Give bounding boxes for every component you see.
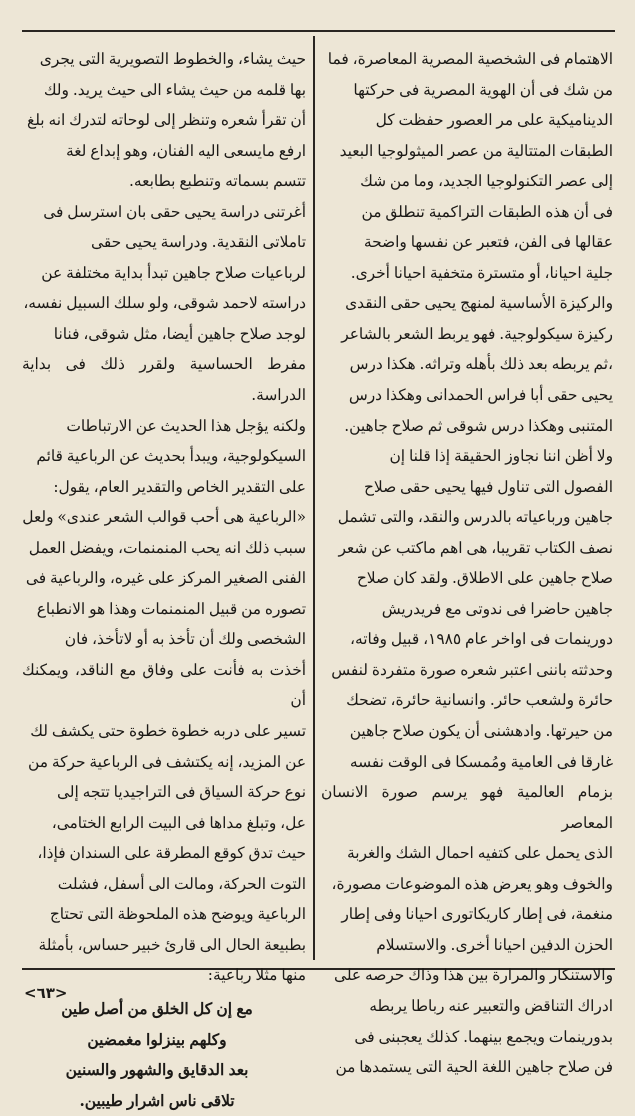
text-line: الرباعية ويوضح هذه الملحوظة التى تحتاج (49, 905, 306, 924)
text-line: منها مثلا رباعية: (207, 966, 306, 985)
text-line: فن صلاح جاهين اللغة الحية التى يستمدها من (335, 1058, 613, 1077)
text-line: ،ثم يربطه بعد ذلك بأهله وتراثه. هكذا درس (349, 355, 613, 374)
text-line: والاستنكار والمرارة بين هذا وذاك حرصه على (334, 966, 613, 985)
top-rule (22, 30, 615, 32)
text-line: ولكنه يؤجل هذا الحديث عن الارتباطات (66, 416, 306, 435)
text-line: غارقا فى العامية ومُمسكا فى الوقت نفسه (349, 752, 613, 771)
text-line: تصوره من قبيل المنمنمات وهذا هو الانطباع (36, 599, 306, 618)
text-line: أغرتنى دراسة يحيى حقى بان استرسل فى (43, 202, 306, 221)
text-line: حيث تدق كوقع المطرقة على السندان فإذا، (37, 844, 306, 863)
text-line: دراسته لاحمد شوقى، ولو سلك السبيل نفسه، (23, 294, 306, 313)
text-line: جاهين حاضرا فى ندوتى مع فريدريش (381, 599, 613, 618)
text-line: سبب ذلك انه يحب المنمنمات، ويفضل العمل (28, 538, 306, 557)
text-line: بها قلمه من حيث يشاء الى حيث يريد. ولك (43, 80, 306, 99)
text-line: أخذت به فأنت على وفاق مع الناقد، ويمكنك أن (22, 660, 306, 710)
column-divider (313, 36, 315, 960)
text-line: التوت الحركة، ومالت الى أسفل، فشلت (57, 874, 306, 893)
text-line: عل، وتبلغ مداها فى البيت الرابع الختامى، (51, 813, 306, 832)
text-line: حيث يشاء، والخطوط التصويرية التى يجرى (39, 50, 306, 68)
text-line: عن المزيد، إنه يكتشف فى الرباعية حركة من (28, 752, 306, 771)
text-line: جاهين ورباعياته بالدرس والنقد، والتى تشمل (337, 508, 613, 527)
right-column (321, 44, 613, 1083)
text-line: منغمة، فى إطار كاريكاتورى احيانا وفى إطار (341, 905, 613, 924)
text-line: جلية احيانا، أو متسترة متخفية احيانا أخرى. (350, 263, 613, 282)
text-line: ولا أظن اننا نجاوز الحقيقة إذا قلنا إن (389, 447, 613, 466)
text-line: أن تقرأ شعره وتنظر إلى لوحاته لتدرك انه بلغ (27, 111, 306, 130)
text-line: من حيرتها. وادهشنى أن يكون صلاح جاهين (349, 722, 613, 741)
text-line: لرباعيات صلاح جاهين تبدأ بداية مختلفة عن (41, 263, 306, 282)
left-column (22, 44, 306, 1116)
text-line: نوع حركة السياق فى التراجيديا تتجه إلى (56, 783, 306, 802)
text-line: السيكولوجية، ويبدأ بحديث عن الرباعية قائم (36, 447, 306, 466)
text-line: تاملاتى النقدية. ودراسة يحيى حقى (91, 233, 306, 252)
text-line: ارفع مايسعى اليه الفنان، وهو إبداع لغة (66, 141, 306, 160)
text-line: فى أن هذه الطبقات التراكمية تنطلق من (361, 202, 613, 221)
verse-line: مع إن كل الخلق من أصل طين (61, 999, 253, 1018)
text-line: الشخصى ولك أن تأخذ به أو لاتأخذ، فان (64, 630, 306, 649)
text-line: عقالها فى الفن، فتعبر عن نفسها واضحة (363, 233, 613, 252)
text-line: والركيزة الأساسية لمنهج يحيى حقى النقدى (345, 294, 613, 313)
text-line: الحزن الدفين احيانا أخرى. والاستسلام (376, 935, 613, 954)
text-line: بدورينمات ويجمع بينهما. كذلك يعجبنى فى (354, 1027, 613, 1046)
text-line: صلاح جاهين على الاطلاق. ولقد كان صلاح (356, 569, 613, 588)
text-line: «الرباعية هى أحب قوالب الشعر عندى» ولعل (22, 508, 306, 527)
text-line: على التقدير الخاص والتقدير العام، يقول: (53, 477, 306, 496)
text-line: مفرط الحساسية ولقرر ذلك فى بداية الدراسة. (22, 355, 306, 405)
verse-line: بعد الدقايق والشهور والسنين (65, 1061, 249, 1080)
text-line: بزمام العالمية فهو يرسم صورة الانسان المعاصر (321, 783, 613, 832)
text-line: تسير على دربه خطوة خطوة حتى يكشف لك (30, 722, 306, 741)
verse-line: وكلهم بينزلوا مغمضين (87, 1030, 227, 1049)
text-line: الذى يحمل على كتفيه احمال الشك والغربة (346, 844, 613, 863)
text-line: لوجد صلاح جاهين أيضا، مثل شوقى، فنانا (53, 324, 306, 343)
text-line: دورينمات فى اواخر عام ١٩٨٥، قبيل وفاته، (350, 630, 613, 649)
text-line: الديناميكية على مر العصور حفظت كل (375, 111, 613, 130)
text-line: والخوف وهو يعرض هذه الموضوعات مصورة، (331, 874, 613, 893)
text-line: ركيزة سيكولوجية. فهو يربط الشعر بالشاعر (341, 324, 613, 343)
text-line: الفصول التى تناول فيها يحيى حقى صلاح (363, 477, 613, 496)
text-line: حائرة ولشعب حائر. وانسانية حائرة، تضحك (346, 691, 613, 710)
text-line: إلى عصر التكنولوجيا الجديد، وما من شك (360, 172, 613, 191)
text-line: بطبيعة الحال الى قارئ خبير حساس، بأمثلة (38, 935, 306, 954)
text-line: المتنبى وهكذا درس شوقى ثم صلاح جاهين. (344, 416, 613, 435)
text-line: الفنى الصغير المركز على غيره، والرباعية فى (25, 569, 306, 588)
text-line: الطبقات المتتالية من عصر الميثولوجيا البعيد (339, 141, 613, 160)
text-line: نصف الكتاب تقريبا، هى اهم ماكتب عن شعر (338, 538, 613, 557)
text-line: من شك فى أن الهوية المصرية فى حركتها (353, 80, 613, 99)
text-line: يحيى حقى أبا فراس الحمدانى وهكذا درس (348, 386, 613, 405)
text-line: تتسم بسماته وتنطبع بطابعه. (129, 172, 306, 191)
text-line: الاهتمام فى الشخصية المصرية المعاصرة، فما (327, 50, 613, 68)
text-line: وحدثته باننى اعتبر شعره صورة متفردة لنفس (331, 660, 613, 679)
text-line: ادراك التناقض والتعبير عنه رباطا يربطه (369, 996, 613, 1015)
verse-line: تلاقى ناس اشرار طيبين. (79, 1091, 235, 1110)
page-number: <٦٣> (24, 984, 68, 1002)
